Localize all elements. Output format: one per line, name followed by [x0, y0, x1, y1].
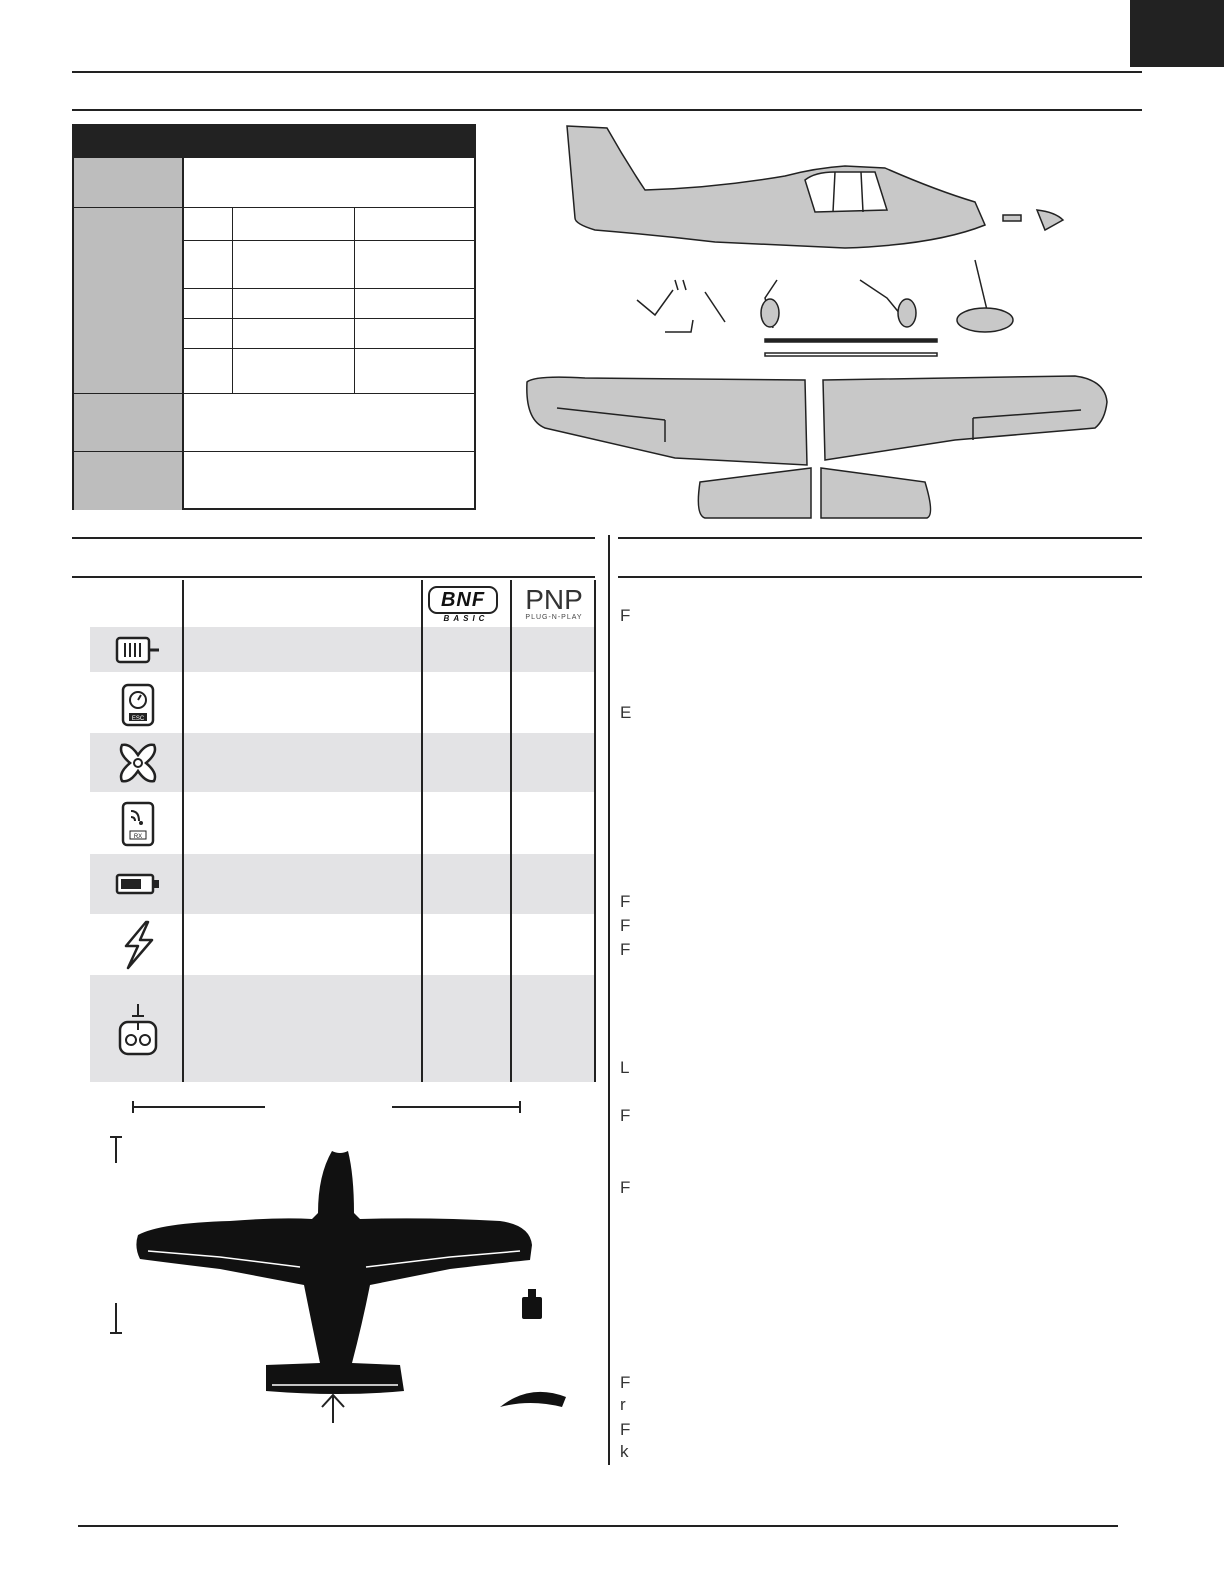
airfoil-icon: [500, 1392, 566, 1407]
right-line-marker: F: [620, 1106, 631, 1125]
column-divider: [608, 535, 610, 1465]
plane-silhouette: [136, 1151, 532, 1394]
right-line-marker: F: [620, 892, 631, 911]
section-rule: [618, 537, 1142, 539]
section-rule: [72, 576, 595, 578]
spec-value-cell: [184, 394, 474, 452]
header-rule-top: [72, 71, 1142, 73]
language-tab: [1130, 0, 1224, 67]
right-line-marker: F: [620, 916, 631, 935]
pushrod-z: [665, 320, 693, 332]
servo-icon: [110, 733, 165, 793]
right-line-marker: F: [620, 1178, 631, 1197]
right-line-marker: k: [620, 1442, 629, 1461]
dimensions-diagram: [100, 1095, 570, 1430]
canopy: [805, 172, 887, 212]
esc-icon: [110, 676, 165, 734]
wing-left: [527, 377, 807, 465]
right-line-marker: E: [620, 703, 632, 722]
spec-value-cell: [184, 158, 474, 208]
wing-tube: [765, 339, 937, 342]
right-line-marker: F: [620, 940, 631, 959]
row-band: [90, 733, 595, 792]
charger-icon: [110, 915, 165, 975]
wing-tube-2: [765, 353, 937, 356]
battery-icon: [110, 854, 165, 914]
nose-wheel: [957, 308, 1013, 332]
bnf-logo: [428, 586, 504, 626]
spec-subtable: [184, 208, 474, 394]
right-line-marker: L: [620, 1058, 630, 1077]
bnf-logo-sub: BASIC: [443, 614, 489, 623]
receiver-icon: [110, 794, 165, 854]
right-line-marker: r: [620, 1395, 626, 1414]
right-line-marker: F: [620, 1373, 631, 1392]
spec-label-cell: [74, 158, 184, 208]
components-table: [90, 580, 595, 1082]
spec-label-cell: [74, 208, 184, 394]
spec-value-cell: [184, 452, 474, 510]
prop-adapter: [1003, 215, 1021, 221]
row-band: [90, 627, 595, 672]
motor-icon: [110, 628, 165, 672]
pnp-logo-sub: PLUG-N-PLAY: [525, 614, 583, 621]
section-rule: [72, 537, 595, 539]
pushrod-left: [637, 290, 673, 315]
stab-right: [821, 468, 931, 518]
row-band: [90, 854, 595, 914]
stab-left: [698, 468, 811, 518]
pnp-logo-mark: PNP: [525, 584, 583, 615]
pushrod-right: [705, 292, 725, 322]
parts-illustration: [515, 120, 1125, 530]
header-rule-bottom: [72, 109, 1142, 111]
spec-label-cell: [74, 394, 184, 452]
section-rule: [618, 576, 1142, 578]
spinner: [1037, 210, 1063, 230]
nose-gear: [975, 260, 987, 310]
specifications-header: [74, 126, 474, 158]
specifications-table: [72, 124, 476, 510]
right-line-marker: F: [620, 1420, 631, 1439]
esc-label: ESC: [131, 716, 144, 722]
pnp-logo: [514, 586, 594, 626]
footer-rule: [78, 1525, 1118, 1527]
bnf-logo-mark: BNF: [428, 586, 498, 614]
transmitter-icon: [110, 995, 165, 1065]
wing-right: [823, 376, 1107, 460]
right-line-marker: F: [620, 606, 631, 625]
rx-label: RX: [133, 834, 142, 840]
fuselage: [567, 126, 985, 248]
spec-label-cell: [74, 452, 184, 510]
weight-icon: [522, 1297, 542, 1319]
row-band: [90, 975, 595, 1082]
